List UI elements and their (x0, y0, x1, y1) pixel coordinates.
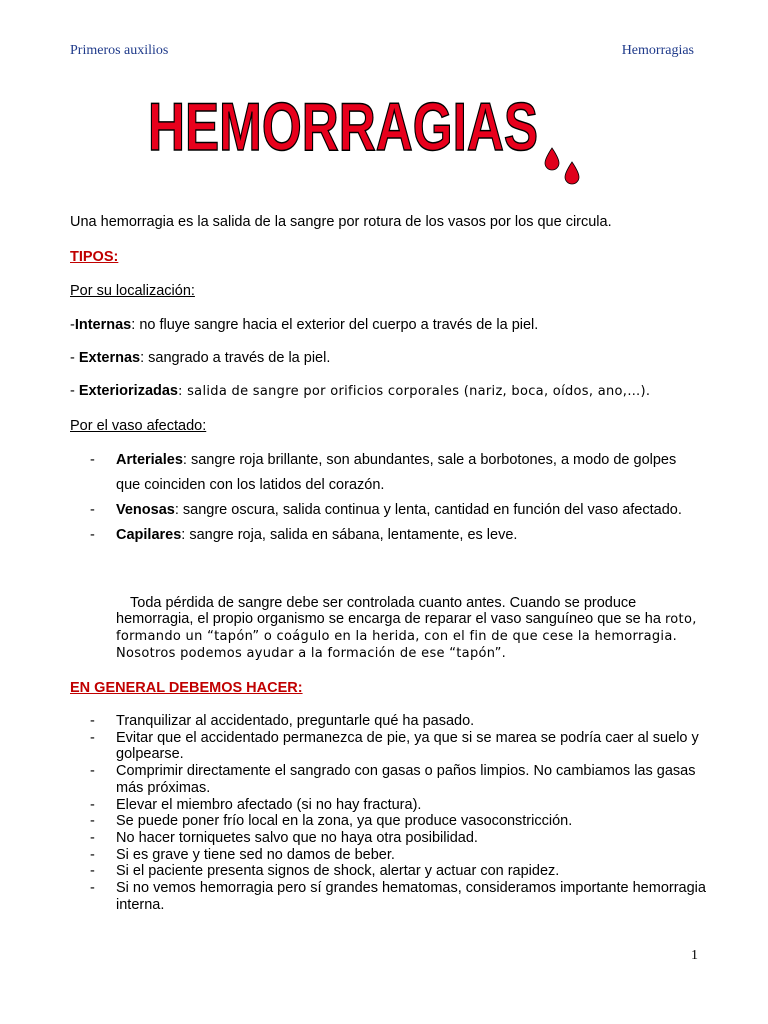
intro-text: Una hemorragia es la salida de la sangre por rotura de los vasos por los que circula. (70, 214, 612, 230)
item-exteriorizadas: - Exteriorizadas: salida de sangre por orificios corporales (nariz, boca, oídos, ano,…). (70, 383, 651, 399)
list-item: - Elevar el miembro afectado (si no hay fractura). (90, 796, 422, 813)
page-number: 1 (691, 948, 698, 963)
item-internas: -Internas: no fluye sangre hacia el exterior del cuerpo a través de la piel. (70, 317, 539, 333)
general-list (90, 713, 710, 913)
tipos-heading: TIPOS: (70, 249, 119, 265)
list-item: - Comprimir directamente el sangrado con gasas o paños limpios. No cambiamos las gasas más próximas. (90, 763, 696, 796)
list-item: - Capilares: sangre roja, salida en sábana, lentamente, es leve. (90, 527, 518, 543)
page-title: HEMORRAGIAS (148, 89, 538, 165)
list-item: - Se puede poner frío local en la zona, ya que produce vasoconstricción. (90, 813, 573, 830)
running-header-left: Primeros auxilios (70, 43, 169, 58)
list-item: - Evitar que el accidentado permanezca de pie, ya que si se marea se podría caer al suelo y golpearse. (90, 729, 699, 763)
list-item: - Venosas: sangre oscura, salida continua y lenta, cantidad en función del vaso afectado. (90, 502, 682, 518)
list-item: - No hacer torniquetes salvo que no haya otra posibilidad. (90, 829, 478, 846)
blood-drop-icon (545, 148, 559, 170)
title-wordart (148, 84, 588, 194)
list-item: - Arteriales: sangre roja brillante, son abundantes, sale a borbotones, a modo de golpes que coinciden con los latidos del corazón. (90, 452, 677, 493)
general-heading: EN GENERAL DEBEMOS HACER: (70, 680, 303, 696)
list-item: - Si no vemos hemorragia pero sí grandes hematomas, consideramos importante hemorragia interna. (90, 880, 706, 913)
vaso-list (90, 448, 690, 548)
list-item: - Si es grave y tiene sed no damos de beber. (90, 846, 395, 863)
blood-drop-icon-2 (565, 162, 579, 184)
running-header-right: Hemorragias (621, 43, 694, 58)
list-item: - Si el paciente presenta signos de shock, alertar y actuar con rapidez. (90, 863, 560, 880)
list-item: - Tranquilizar al accidentado, preguntarle qué ha pasado. (90, 713, 475, 729)
vaso-heading: Por el vaso afectado: (70, 418, 207, 434)
item-externas: - Externas: sangrado a través de la piel. (70, 350, 331, 366)
localizacion-heading: Por su localización: (70, 283, 195, 299)
control-paragraph: Toda pérdida de sangre debe ser controlada cuanto antes. Cuando se produce hemorragia, el propio organismo se encarga de reparar el vaso sanguíneo que se ha roto, formando un “tapón” o coágulo en la herida, con el fin de que cese la hemorragia. Nosotros podemos ayudar a la formación de ese “tapón”. (116, 595, 697, 661)
